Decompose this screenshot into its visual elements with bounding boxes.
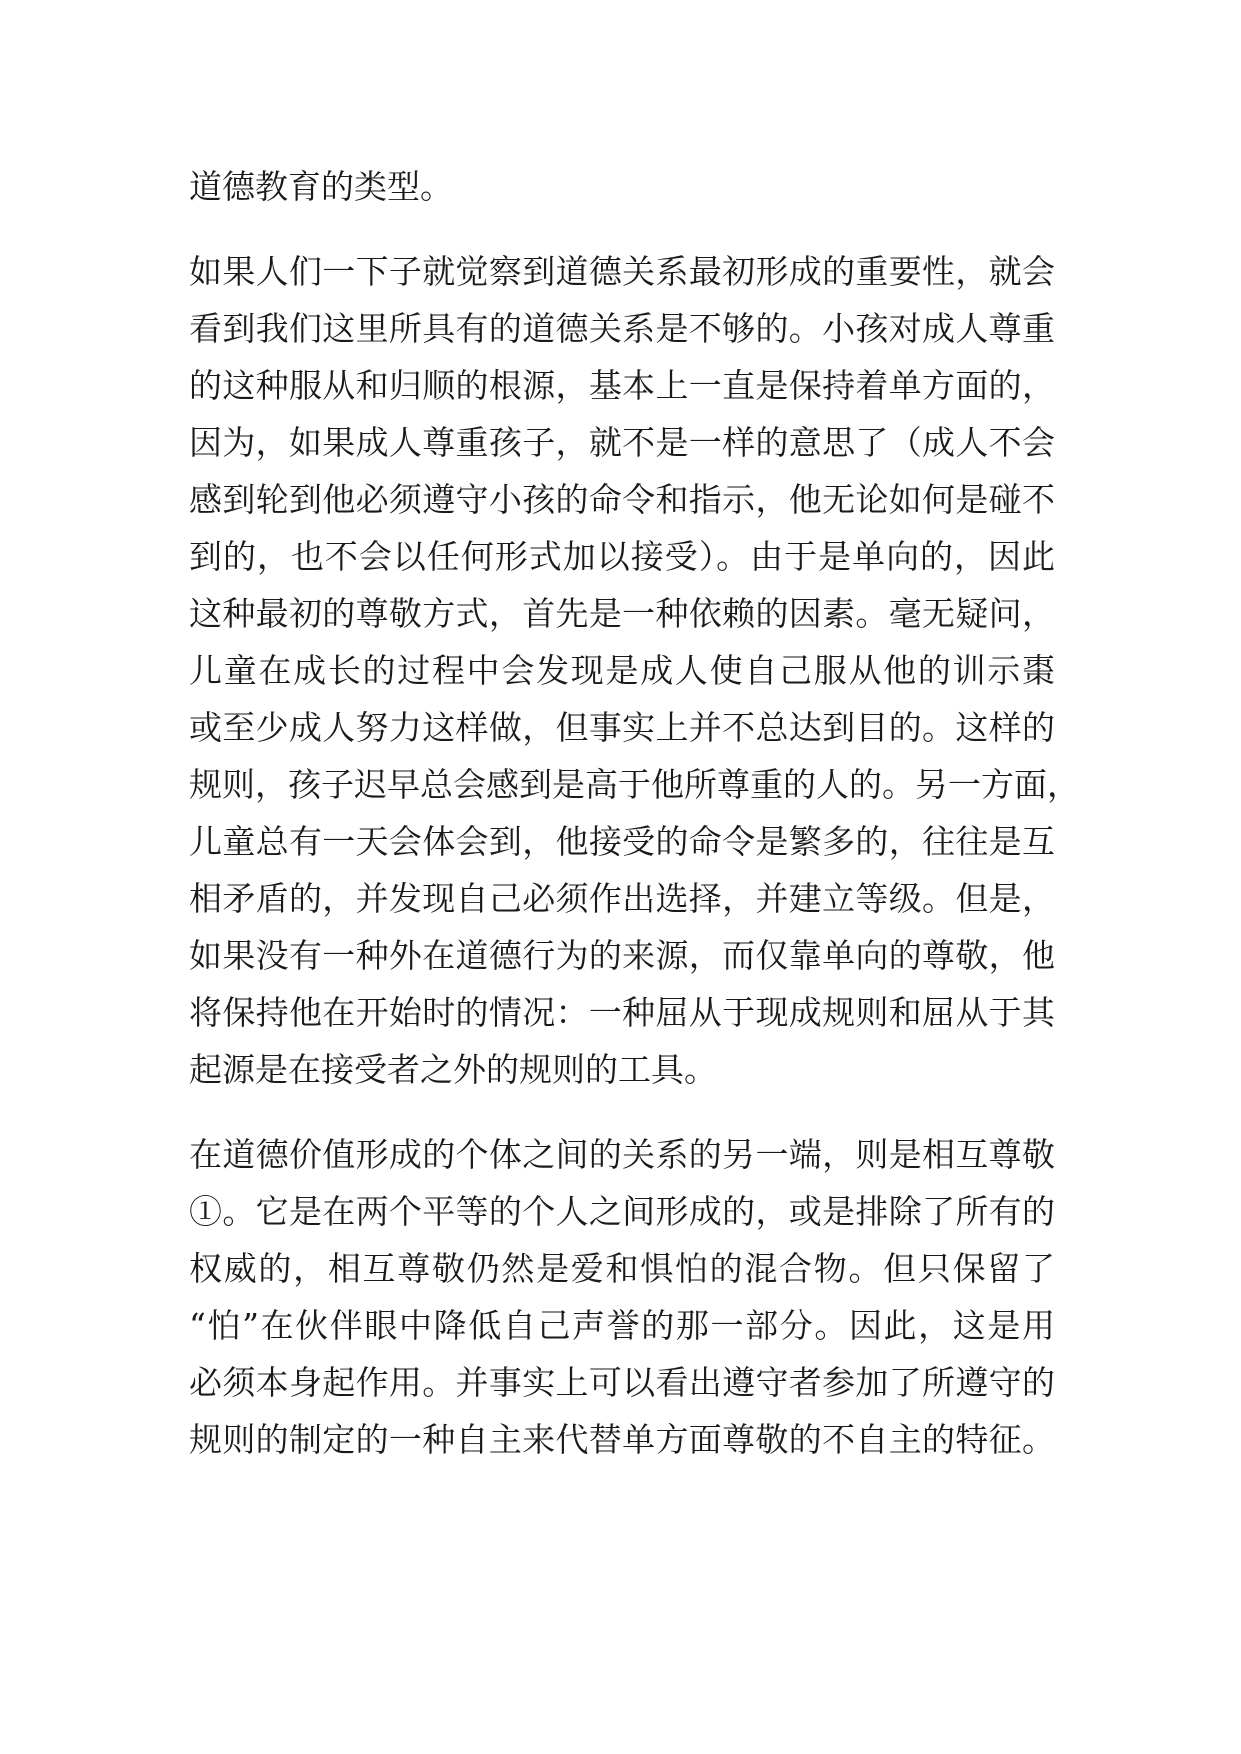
text-line: 如果人们一下子就觉察到道德关系最初形成的重要性，就会 [189,252,1055,291]
text-line: 将保持他在开始时的情况：一种屈从于现成规则和屈从于其 [189,993,1055,1032]
text-line: 的这种服从和归顺的根源，基本上一直是保持着单方面的， [189,366,1055,405]
text-line: 感到轮到他必须遵守小孩的命令和指示，他无论如何是碰不 [189,480,1055,519]
text-line: 因为，如果成人尊重孩子，就不是一样的意思了（成人不会 [189,423,1055,462]
text-line: 看到我们这里所具有的道德关系是不够的。小孩对成人尊重 [189,309,1055,348]
text-line: 必须本身起作用。并事实上可以看出遵守者参加了所遵守的 [189,1363,1055,1402]
text-line: 规则，孩子迟早总会感到是高于他所尊重的人的。另一方面， [189,765,1080,804]
text-line: 权威的，相互尊敬仍然是爱和惧怕的混合物。但只保留了 [189,1249,1055,1288]
text-line: 道德教育的类型。 [189,167,453,206]
text-line: 如果没有一种外在道德行为的来源，而仅靠单向的尊敬，他 [189,936,1055,975]
text-line: 这种最初的尊敬方式，首先是一种依赖的因素。毫无疑问， [189,594,1055,633]
text-line: 在道德价值形成的个体之间的关系的另一端，则是相互尊敬 [189,1135,1055,1174]
text-line: ①。它是在两个平等的个人之间形成的，或是排除了所有的 [189,1192,1055,1231]
text-line: 规则的制定的一种自主来代替单方面尊敬的不自主的特征。 [189,1420,1055,1459]
text-line: 儿童在成长的过程中会发现是成人使自己服从他的训示棗 [189,651,1055,690]
text-line: 儿童总有一天会体会到，他接受的命令是繁多的，往往是互 [189,822,1055,861]
text-line: 相矛盾的，并发现自己必须作出选择，并建立等级。但是， [189,879,1055,918]
text-line: 到的，也不会以任何形式加以接受）。由于是单向的，因此 [189,537,1055,576]
text-line: 起源是在接受者之外的规则的工具。 [189,1050,717,1089]
text-line: 或至少成人努力这样做，但事实上并不总达到目的。这样的 [189,708,1055,747]
text-line: “怕”在伙伴眼中降低自己声誉的那一部分。因此，这是用 [189,1306,1055,1345]
